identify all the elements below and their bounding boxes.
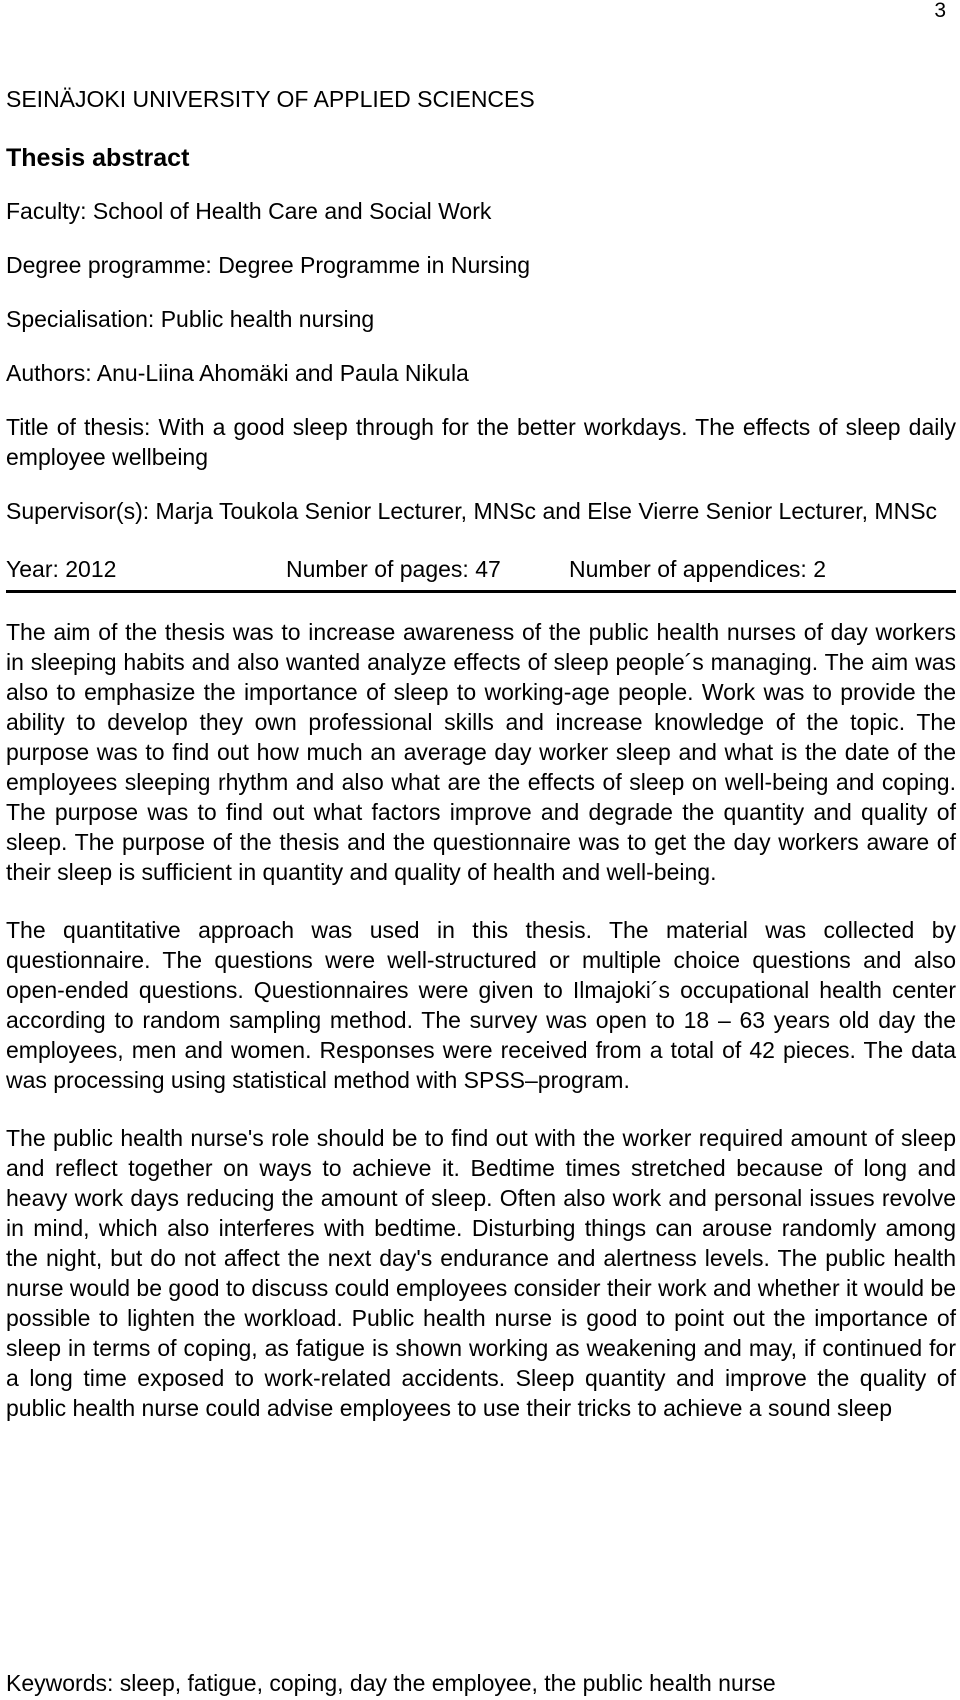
degree-programme-line: Degree programme: Degree Programme in Nursing [6,252,531,278]
abstract-paragraph-aim: The aim of the thesis was to increase awareness of the public health nurses of day workers in sleeping habits and also wanted analyze effects of sleep people´s managing. The aim was also to emphasize the importance of sleep to working-age people. Work was to provide the ability to develop they own professional skills and increase knowledge of the topic. The purpose was to find out how much an average day worker sleep and what is the date of the employees sleeping rhythm and also what are the effects of sleep on well-being and coping. The purpose was to find out what factors improve and degrade the quantity and quality of sleep. The purpose of the thesis and the questionnaire was to get the day workers aware of their sleep is sufficient in quantity and quality of health and well-being. [6,619,956,885]
page-number: 3 [934,0,946,22]
thesis-abstract-page [6,84,956,1451]
year-field: Year: 2012 [6,556,117,582]
abstract-paragraph-conclusion: The public health nurse's role should be to find out with the worker required amount of sleep and reflect together on ways to achieve it. Bedtime times stretched because of long and heavy work days reducing the amount of sleep. Often also work and personal issues revolve in mind, which also interferes with bedtime. Disturbing things can arouse randomly among the night, but do not affect the next day's endurance and alertness levels. The public health nurse would be good to discuss could employees consider their work and whether it would be possible to lighten the workload. Public health nurse is good to point out the importance of sleep in terms of coping, as fatigue is shown working as weakening and may, if continued for a long time exposed to work-related accidents. Sleep quantity and improve the quality of public health nurse could advise employees to use their tricks to achieve a sound sleep [6,1125,956,1421]
publication-details-row [6,554,956,593]
supervisors-line: Supervisor(s): Marja Toukola Senior Lecturer, MNSc and Else Vierre Senior Lecturer, MNSc [6,498,938,524]
pages-count-field: Number of pages: 47 [286,556,501,582]
specialisation-line: Specialisation: Public health nursing [6,306,375,332]
authors-line: Authors: Anu-Liina Ahomäki and Paula Nikula [6,360,469,386]
keywords-line: Keywords: sleep, fatigue, coping, day the employee, the public health nurse [6,1670,776,1696]
university-name: SEINÄJOKI UNIVERSITY OF APPLIED SCIENCES [6,86,535,112]
thesis-title-line: Title of thesis: With a good sleep through for the better workdays. The effects of sleep daily employee wellbeing [6,414,956,470]
appendices-count-field: Number of appendices: 2 [569,556,826,582]
faculty-line: Faculty: School of Health Care and Social Work [6,198,492,224]
abstract-paragraph-method: The quantitative approach was used in this thesis. The material was collected by questionnaire. The questions were well-structured or multiple choice questions and also open-ended questions. Questionnaires were given to Ilmajoki´s occupational health center according to random sampling method. The survey was open to 18 – 63 years old day the employees, men and women. Responses were received from a total of 42 pieces. The data was processing using statistical method with SPSS–program. [6,917,956,1093]
page-title: Thesis abstract [6,144,190,172]
